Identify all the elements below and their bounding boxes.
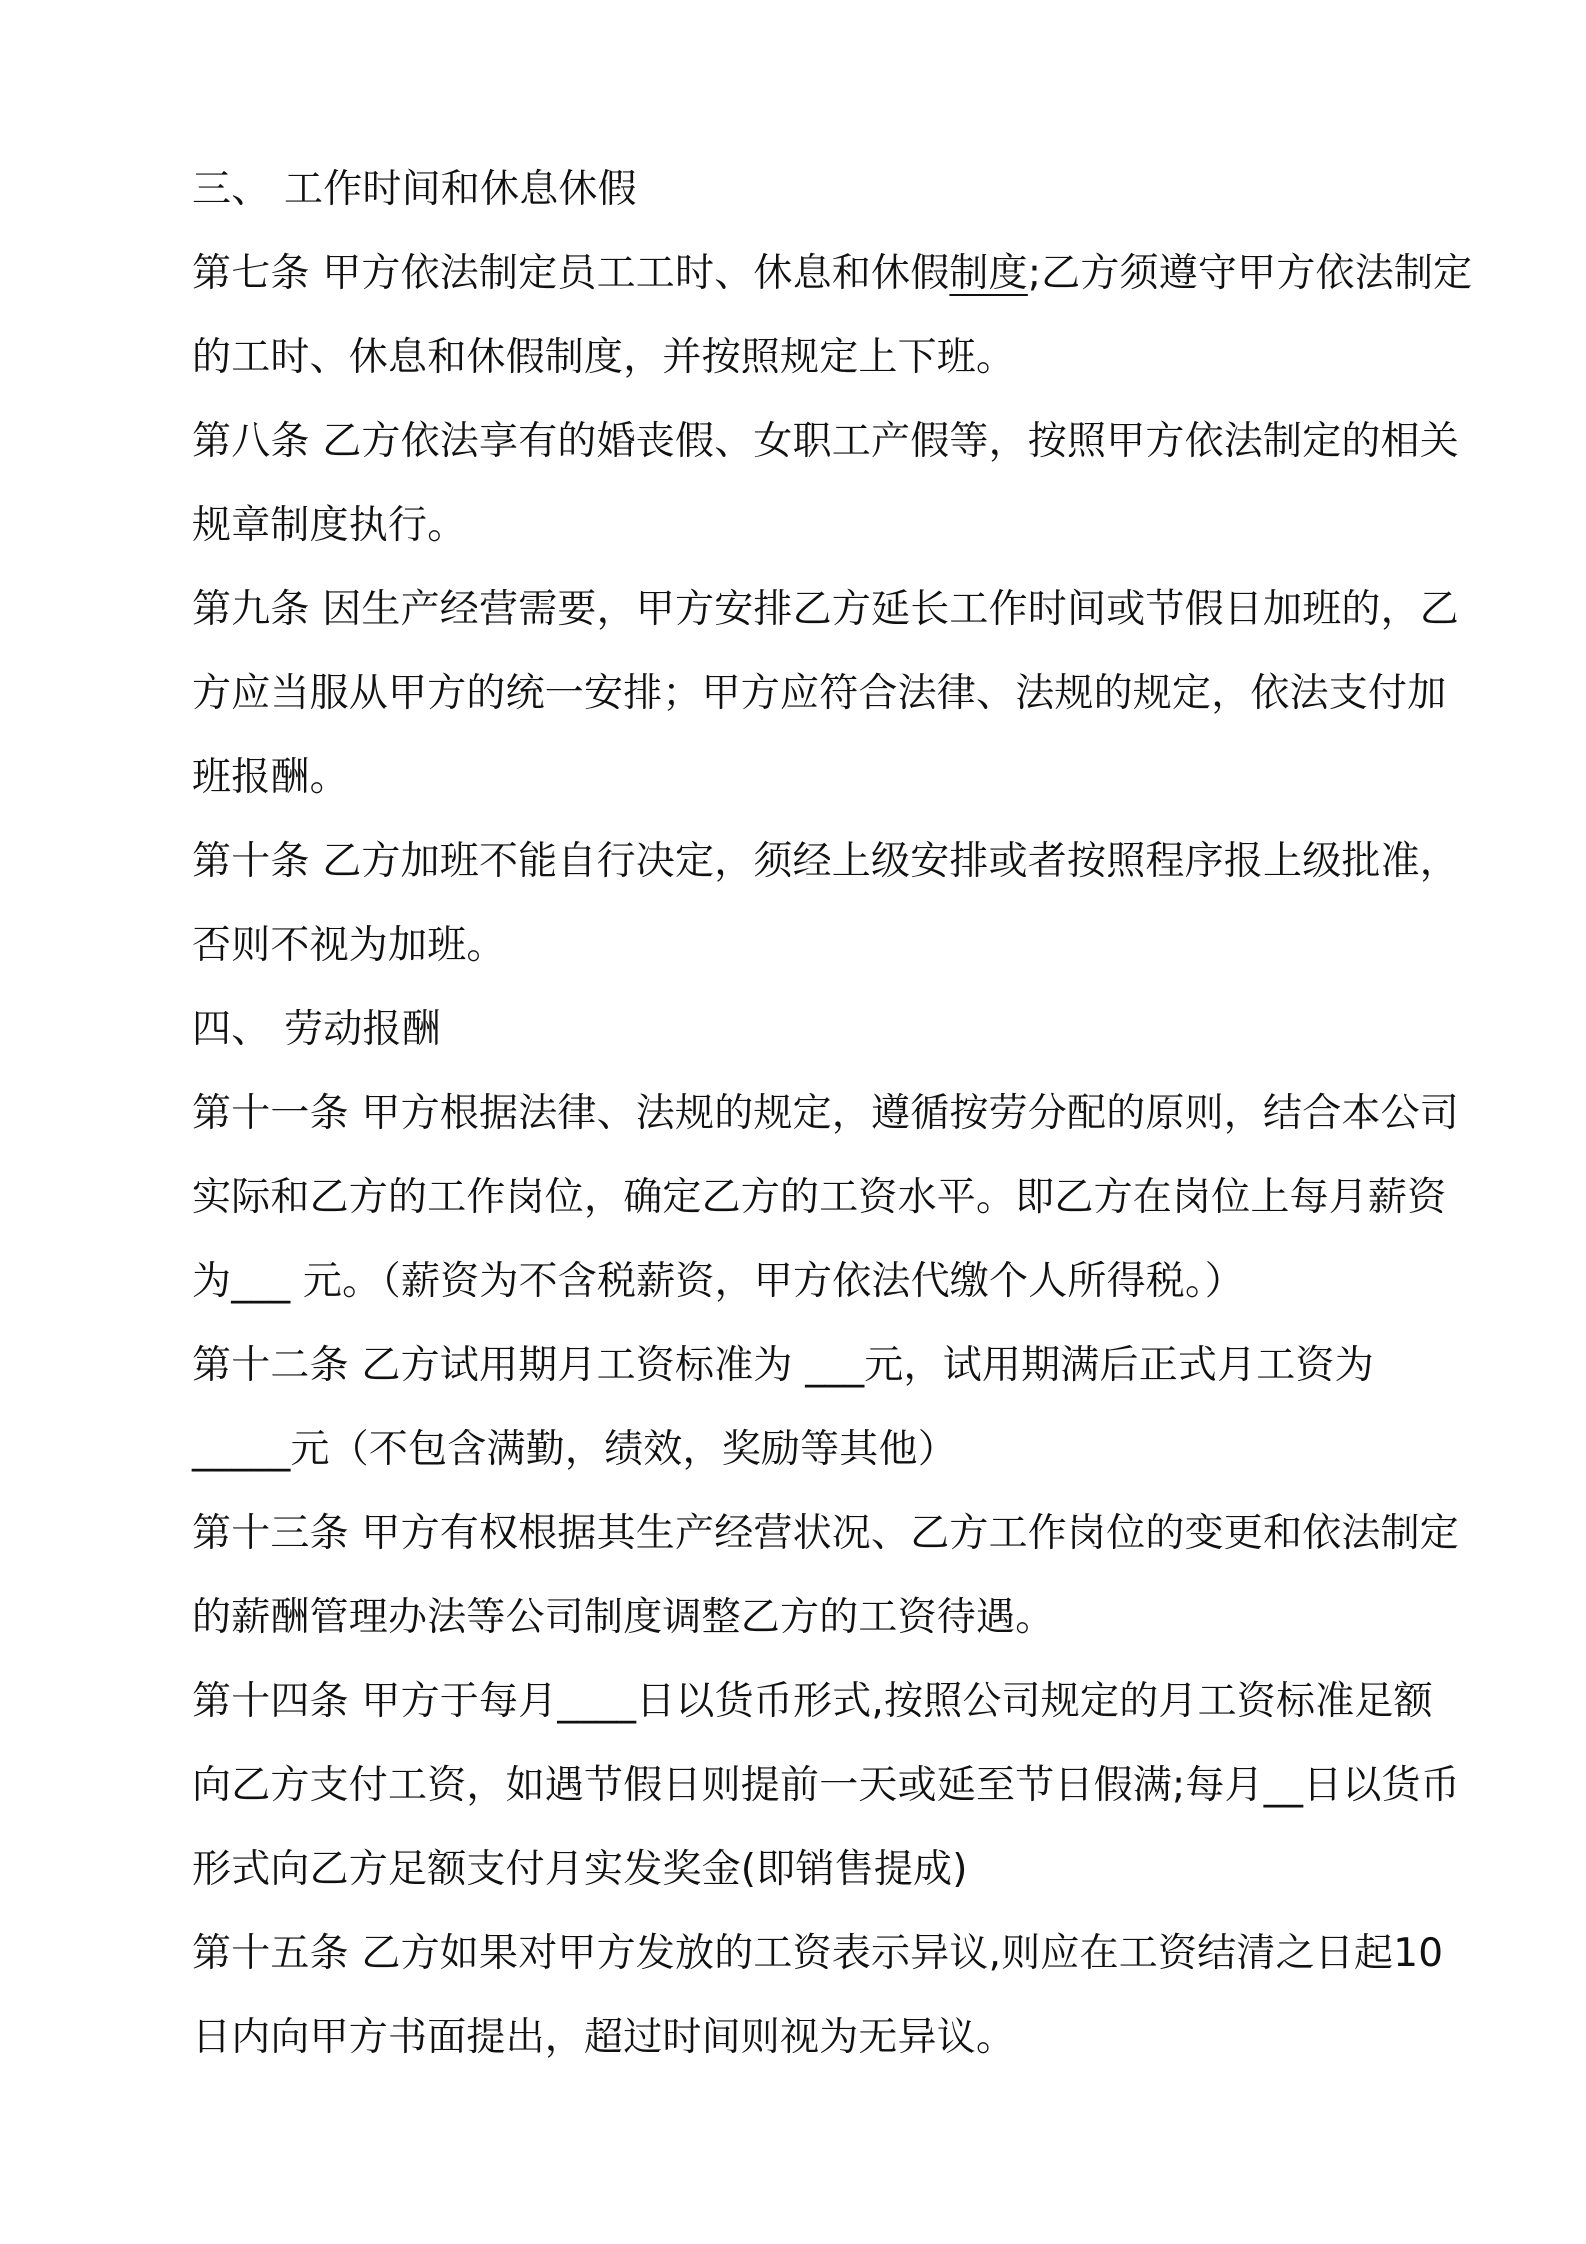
article-15-line-2: 日内向甲方书面提出，超过时间则视为无异议。: [192, 2015, 1016, 2060]
article-7-line-1: [192, 232, 1473, 316]
article-9-line-1: 第九条 因生产经营需要，甲方安排乙方延长工作时间或节假日加班的，乙: [192, 587, 1459, 632]
article-11: [192, 1072, 1459, 1324]
article-14-line-2: 向乙方支付工资，如遇节假日则提前一天或延至节日假满;每月__日以货币: [192, 1763, 1460, 1808]
article-8: [192, 400, 1459, 568]
article-9-line-3: 班报酬。: [192, 755, 349, 800]
underlined-text: 制度: [949, 251, 1028, 296]
article-15: [192, 1912, 1444, 2080]
article-8-line-2: 规章制度执行。: [192, 503, 467, 548]
article-text: ;乙方须遵守甲方依法制定: [1027, 251, 1473, 296]
section-four-heading: [192, 988, 1412, 1072]
section-title: 工作时间和休息休假: [284, 167, 637, 212]
article-7: [192, 232, 1473, 400]
document-body: [192, 148, 1473, 2080]
article-11-line-2: 实际和乙方的工作岗位，确定乙方的工资水平。即乙方在岗位上每月薪资: [192, 1175, 1447, 1220]
article-8-line-1: 第八条 乙方依法享有的婚丧假、女职工产假等，按照甲方依法制定的相关: [192, 419, 1459, 464]
article-12: [192, 1324, 1412, 1492]
article-7-line-2: 的工时、休息和休假制度，并按照规定上下班。: [192, 335, 1016, 380]
article-13-line-1: 第十三条 甲方有权根据其生产经营状况、乙方工作岗位的变更和依法制定: [192, 1511, 1459, 1556]
section-number: 三、: [192, 167, 271, 212]
article-14-line-3: 形式向乙方足额支付月实发奖金(即销售提成): [192, 1847, 968, 1892]
article-11-line-3: 为___ 元。（薪资为不含税薪资，甲方依法代缴个人所得税。）: [192, 1259, 1244, 1304]
article-15-line-1: 第十五条 乙方如果对甲方发放的工资表示异议,则应在工资结清之日起10: [192, 1931, 1444, 1976]
article-9: [192, 568, 1459, 820]
article-14-line-1: 第十四条 甲方于每月____日以货币形式,按照公司规定的月工资标准足额: [192, 1679, 1433, 1724]
article-12-line-1: 第十二条 乙方试用期月工资标准为 ___元，试用期满后正式月工资为: [192, 1343, 1374, 1388]
article-9-line-2: 方应当服从甲方的统一安排；甲方应符合法律、法规的规定，依法支付加: [192, 671, 1447, 716]
section-three-heading: [192, 148, 1412, 232]
article-10-line-2: 否则不视为加班。: [192, 923, 506, 968]
article-12-line-2: _____元（不包含满勤，绩效，奖励等其他）: [192, 1427, 957, 1472]
section-number: 四、: [192, 1007, 271, 1052]
section-title: 劳动报酬: [284, 1007, 441, 1052]
article-13: [192, 1492, 1459, 1660]
article-10: [192, 820, 1459, 988]
article-11-line-1: 第十一条 甲方根据法律、法规的规定，遵循按劳分配的原则，结合本公司: [192, 1091, 1459, 1136]
article-14: [192, 1660, 1460, 1912]
article-10-line-1: 第十条 乙方加班不能自行决定，须经上级安排或者按照程序报上级批准，: [192, 839, 1459, 884]
article-13-line-2: 的薪酬管理办法等公司制度调整乙方的工资待遇。: [192, 1595, 1055, 1640]
article-text: 第七条 甲方依法制定员工工时、休息和休假: [192, 251, 950, 296]
